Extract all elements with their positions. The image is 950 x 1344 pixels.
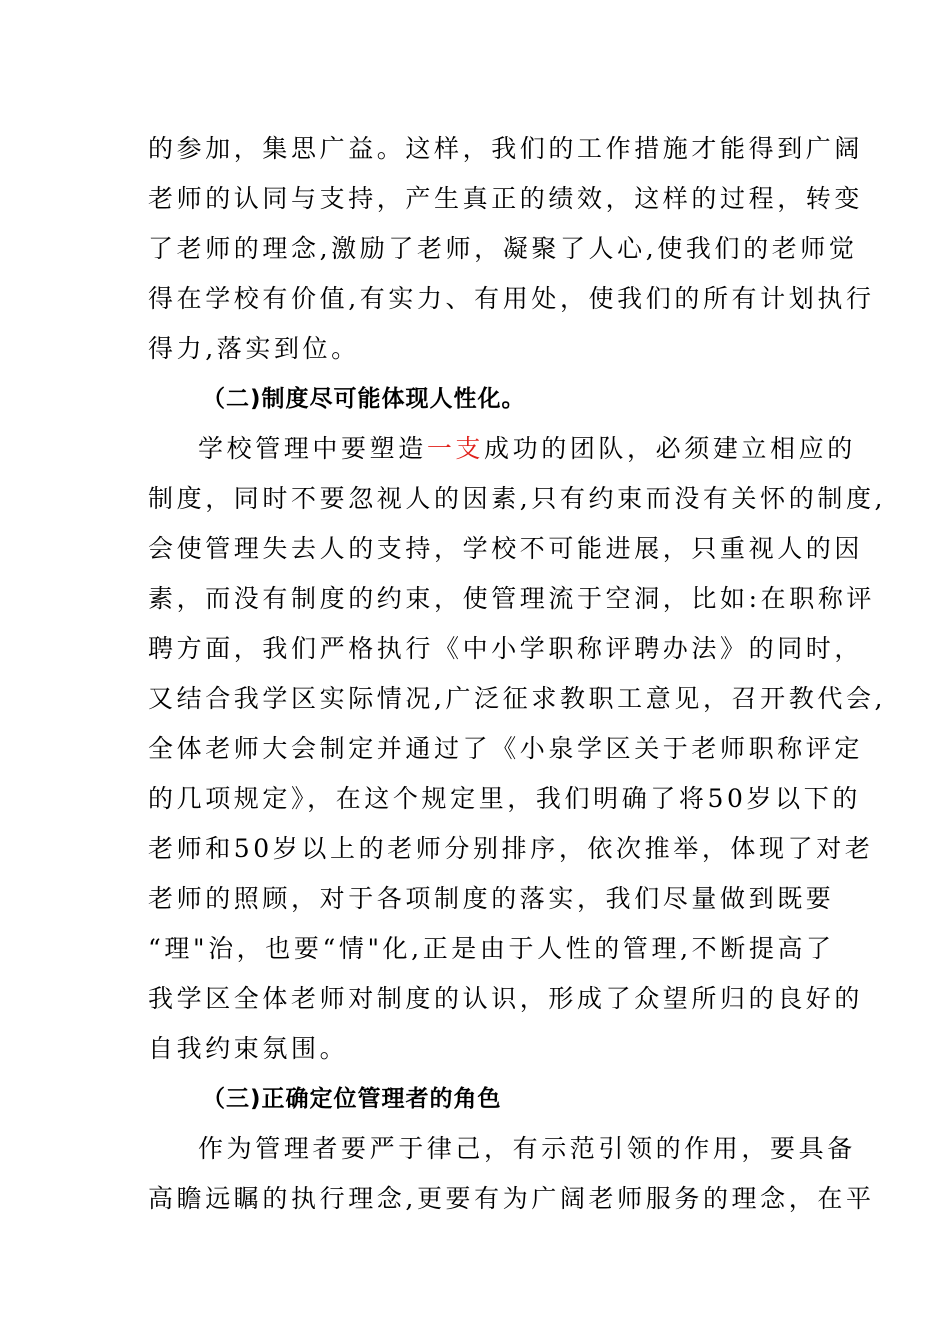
text-segment: 成功的团队，必须建立相应的 [484, 434, 856, 463]
text-line: 高瞻远瞩的执行理念,更要有为广阔老师服务的理念，在平 [148, 1184, 875, 1213]
paragraph-first-line [198, 434, 856, 464]
text-segment: 学校管理中要塑造 [198, 434, 427, 463]
section-heading-3: （三)正确定位管理者的角色 [202, 1086, 502, 1112]
text-line: 又结合我学区实际情况,广泛征求教职工意见，召开教代会, [148, 684, 887, 713]
text-line: 聘方面，我们严格执行《中小学职称评聘办法》的同时， [148, 634, 864, 663]
text-line: 自我约束氛围。 [148, 1034, 349, 1063]
text-line: 得在学校有价值,有实力、有用处，使我们的所有计划执行 [148, 284, 875, 313]
text-line: 的参加，集思广益。这样，我们的工作措施才能得到广阔 [148, 134, 864, 163]
highlighted-text: 一支 [426, 434, 485, 463]
text-line: 的几项规定》，在这个规定里，我们明确了将50岁以下的 [148, 784, 861, 813]
section-heading-2: （二)制度尽可能体现人性化。 [202, 386, 526, 412]
text-line: 制度，同时不要忽视人的因素,只有约束而没有关怀的制度, [148, 484, 887, 513]
text-line: 我学区全体老师对制度的认识，形成了众望所归的良好的 [148, 984, 864, 1013]
text-line: 了老师的理念,激励了老师，凝聚了人心,使我们的老师觉 [148, 234, 858, 263]
text-line: 老师的照顾，对于各项制度的落实，我们尽量做到既要 [148, 884, 835, 913]
text-line: 老师和50岁以上的老师分别排序，依次推举，体现了对老 [148, 834, 874, 863]
text-line: 得力,落实到位。 [148, 334, 360, 363]
text-line: “理"治，也要“情"化,正是由于人性的管理,不断提高了 [148, 934, 835, 963]
text-line: 全体老师大会制定并通过了《小泉学区关于老师职称评定 [148, 734, 864, 763]
text-line: 素，而没有制度的约束，使管理流于空洞，比如:在职称评 [148, 584, 876, 613]
text-line: 作为管理者要严于律己，有示范引领的作用，要具备 [198, 1134, 856, 1163]
text-line: 老师的认同与支持，产生真正的绩效，这样的过程，转变 [148, 184, 864, 213]
text-line: 会使管理失去人的支持，学校不可能进展，只重视人的因 [148, 534, 864, 563]
